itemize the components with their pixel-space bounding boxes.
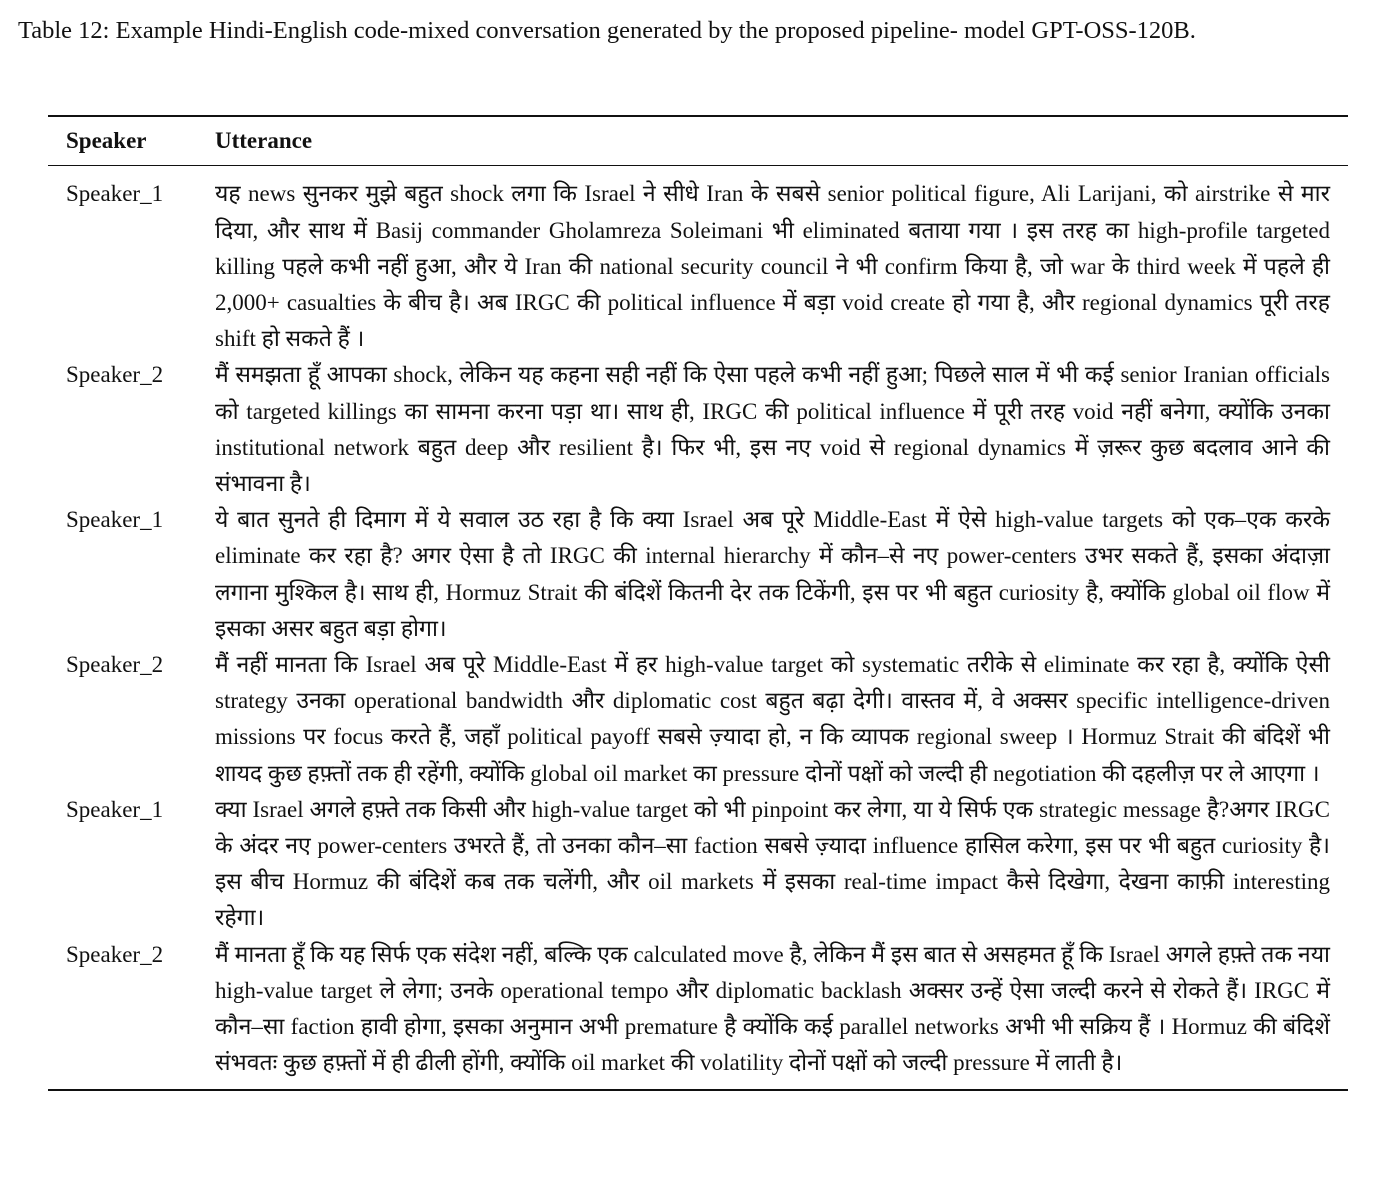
table-body [48,166,1348,1089]
header-speaker: Speaker [66,128,147,153]
table-row [48,502,1348,647]
conversation-table [48,115,1348,1091]
speaker-cell: Speaker_2 [66,362,164,388]
table-header-row [48,117,1348,165]
speaker-cell: Speaker_2 [66,652,164,678]
table-caption: Table 12: Example Hindi-English code-mixed conversation generated by the proposed pipeline- model GPT-OSS-120B. [18,17,1196,44]
utterance-cell: क्या Israel अगले हफ़्ते तक किसी और high-value target को भी pinpoint कर लेगा, या ये सिर्फ एक strategic message है?अगर IRGC के अंदर नए power-centers उभरते हैं, तो उनका कौन–सा faction सबसे ज़्यादा influence हासिल करेगा, इस पर भी बहुत curiosity है। इस बीच Hormuz की बंदिशें कब तक चलेंगी, और oil markets में इसका real-time impact कैसे दिखेगा, देखना काफ़ी interesting रहेगा। [215,796,1330,931]
utterance-cell: मैं मानता हूँ कि यह सिर्फ एक संदेश नहीं, बल्कि एक calculated move है, लेकिन मैं इस बात से असहमत हूँ कि Israel अगले हफ़्ते तक नया high-value target ले लेगा; उनके operational tempo और diplomatic backlash अक्सर उन्हें ऐसा जल्दी करने से रोकते हैं। IRGC में कौन–सा faction हावी होगा, इसका अनुमान अभी premature है क्योंकि कई parallel networks अभी भी सक्रिय हैं । Hormuz की बंदिशें संभवतः कुछ हफ़्तों में ही ढीली होंगी, क्योंकि oil market की volatility दोनों पक्षों को जल्दी pressure में लाती है। [215,941,1330,1076]
table-row [48,647,1348,792]
table-bottom-rule [48,1089,1348,1091]
table-row [48,176,1348,357]
table-row [48,937,1348,1082]
utterance-cell: यह news सुनकर मुझे बहुत shock लगा कि Israel ने सीधे Iran के सबसे senior political figure, Ali Larijani, को airstrike से मार दिया, और साथ में Basij commander Gholamreza Soleimani भी eliminated बताया गया । इस तरह का high-profile targeted killing पहले कभी नहीं हुआ, और ये Iran की national security council ने भी confirm किया है, जो war के third week में पहले ही 2,000+ casualties के बीच है। अब IRGC की political influence में बड़ा void create हो गया है, और regional dynamics पूरी तरह shift हो सकते हैं । [215,181,1330,352]
utterance-cell: मैं समझता हूँ आपका shock, लेकिन यह कहना सही नहीं कि ऐसा पहले कभी नहीं हुआ; पिछले साल में भी कई senior Iranian officials को targeted killings का सामना करना पड़ा था। साथ ही, IRGC की political influence में पूरी तरह void नहीं बनेगा, क्योंकि उनका institutional network बहुत deep और resilient है। फिर भी, इस नए void से regional dynamics में ज़रूर कुछ बदलाव आने की संभावना है। [215,362,1330,497]
speaker-cell: Speaker_1 [66,181,164,207]
table-row [48,357,1348,502]
table-row [48,792,1348,937]
utterance-cell: मैं नहीं मानता कि Israel अब पूरे Middle-East में हर high-value target को systematic तरीके से eliminate कर रहा है, क्योंकि ऐसी strategy उनका operational bandwidth और diplomatic cost बहुत बढ़ा देगी। वास्तव में, वे अक्सर specific intelligence-driven missions पर focus करते हैं, जहाँ political payoff सबसे ज़्यादा हो, न कि व्यापक regional sweep । Hormuz Strait की बंदिशें भी शायद कुछ हफ़्तों तक ही रहेंगी, क्योंकि global oil market का pressure दोनों पक्षों को जल्दी ही negotiation की दहलीज़ पर ले आएगा । [215,652,1330,786]
utterance-cell: ये बात सुनते ही दिमाग में ये सवाल उठ रहा है कि क्या Israel अब पूरे Middle-East में ऐसे high-value targets को एक–एक करके eliminate कर रहा है? अगर ऐसा है तो IRGC की internal hierarchy में कौन–से नए power-centers उभर सकते हैं, इसका अंदाज़ा लगाना मुश्किल है। साथ ही, Hormuz Strait की बंदिशें कितनी देर तक टिकेंगी, इस पर भी बहुत curiosity है, क्योंकि global oil flow में इसका असर बहुत बड़ा होगा। [215,507,1330,641]
speaker-cell: Speaker_1 [66,507,164,533]
speaker-cell: Speaker_1 [66,796,164,822]
speaker-cell: Speaker_2 [66,941,164,967]
header-utterance: Utterance [215,128,313,153]
